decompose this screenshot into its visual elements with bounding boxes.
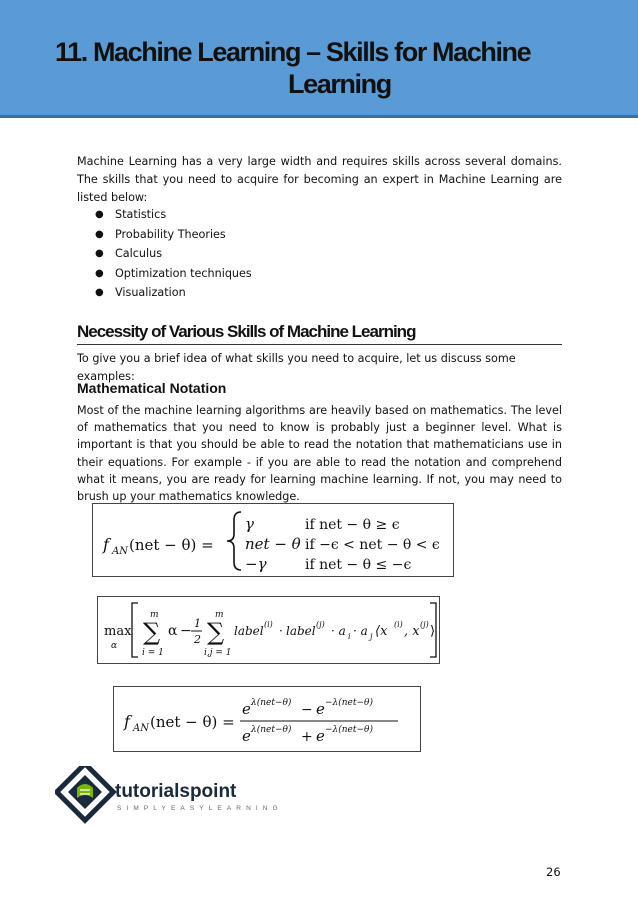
eq3-den-right-exp: −λ(net−θ) bbox=[325, 725, 373, 735]
equation-max-sum bbox=[97, 596, 440, 664]
eq2-sum2-icon: ∑ bbox=[207, 618, 225, 646]
section-intro: To give you a brief idea of what skills you need to acquire, let us discuss some examples: bbox=[77, 352, 516, 383]
eq3-den-left: e bbox=[242, 727, 251, 745]
eq1-case3-condition: if net − θ ≤ −ϵ bbox=[305, 557, 412, 573]
eq2-sub-i: i bbox=[348, 632, 351, 641]
eq3-num-left: e bbox=[242, 700, 251, 718]
eq2-a-i: · a bbox=[331, 624, 346, 638]
eq2-inner-open: ⟨x bbox=[375, 624, 388, 639]
eq1-lhs-arg: (net − θ) = bbox=[129, 536, 214, 554]
list-item: ● Probability Theories bbox=[95, 225, 252, 245]
eq2-sup-i: (i) bbox=[264, 620, 273, 629]
bullet-icon: ● bbox=[95, 228, 104, 240]
eq2-sum2-lower: i,j = 1 bbox=[204, 648, 232, 658]
eq3-lhs-sub: AN bbox=[133, 723, 149, 734]
list-item: ● Visualization bbox=[95, 283, 252, 303]
bullet-icon: ● bbox=[95, 209, 104, 220]
intro-paragraph: Machine Learning has a very large width and requires skills across several domains. The skills that you need to acquire for becoming an expert in Machine Learning are listed below: bbox=[77, 155, 562, 204]
logo-wordmark: tutorialspoint bbox=[115, 781, 237, 802]
eq3-lhs-f: f bbox=[124, 712, 130, 731]
eq2-sum1-upper: m bbox=[150, 610, 159, 620]
eq1-case3-value: −γ bbox=[245, 555, 267, 573]
logo-diamond-icon bbox=[57, 766, 114, 820]
bullet-icon: ● bbox=[95, 248, 104, 260]
eq2-sub-j: j bbox=[370, 632, 373, 641]
equation-exponential bbox=[113, 686, 421, 752]
subsection-heading: Mathematical Notation bbox=[77, 380, 227, 396]
bullet-icon: ● bbox=[95, 287, 104, 299]
eq3-den-left-exp: λ(net−θ) bbox=[251, 725, 292, 735]
eq1-lhs-sub: AN bbox=[112, 546, 128, 557]
eq1-case1-condition: if net − θ ≥ ϵ bbox=[305, 517, 400, 533]
eq2-sum2-upper: m bbox=[215, 610, 224, 620]
eq2-inner-sup-i: (i) bbox=[394, 620, 403, 629]
eq1-case2-condition: if −ϵ < net − θ < ϵ bbox=[305, 537, 440, 553]
eq2-left-bracket-icon bbox=[132, 603, 138, 657]
chapter-title bbox=[55, 36, 595, 100]
eq2-sum1-lower: i = 1 bbox=[142, 648, 164, 658]
bullet-icon: ● bbox=[95, 267, 104, 279]
eq2-max-sub: α bbox=[111, 641, 118, 651]
eq2-alpha: α bbox=[168, 623, 178, 639]
page-number: 26 bbox=[546, 865, 561, 879]
eq3-num-op: − bbox=[301, 702, 313, 718]
eq2-inner-close: ⟩ bbox=[430, 624, 436, 639]
eq1-lhs-f: f bbox=[103, 535, 109, 554]
eq2-sum1-icon: ∑ bbox=[143, 618, 161, 646]
logo-tagline: SIMPLYEASYLEARNING bbox=[117, 805, 283, 812]
eq2-a-j: · a bbox=[353, 624, 368, 638]
math-notation-paragraph: Most of the machine learning algorithms are heavily based on mathematics. The level of mathematics that you need to know is probably just a beginner level. What is important is that you should be able to read the notation that mathematicians use in their equations. For example - if you are able to read the notation and comprehend what it means, you are ready for learning machine learning. If not, you may need to brush up your mathematics knowledge. bbox=[77, 404, 562, 504]
eq3-num-right-exp: −λ(net−θ) bbox=[325, 698, 373, 708]
eq2-label-i: label bbox=[234, 624, 264, 638]
list-item: ● Statistics bbox=[95, 205, 252, 225]
eq1-brace-icon bbox=[227, 512, 241, 570]
tutorialspoint-logo bbox=[55, 766, 285, 830]
eq2-dot: · bbox=[279, 624, 283, 638]
eq2-inner-mid: , x bbox=[404, 624, 420, 639]
eq2-max: max bbox=[104, 624, 132, 639]
eq1-case2-value: net − θ bbox=[245, 535, 301, 553]
eq3-lhs-arg: (net − θ) = bbox=[150, 713, 235, 731]
chapter-header-band bbox=[0, 0, 638, 118]
equation-piecewise bbox=[92, 503, 454, 577]
list-item: ● Optimization techniques bbox=[95, 264, 252, 284]
section-heading: Necessity of Various Skills of Machine Learning bbox=[77, 322, 562, 345]
chapter-title-line1: 11. Machine Learning – Skills for Machine bbox=[55, 37, 531, 67]
eq2-minus: − bbox=[180, 623, 192, 639]
eq2-sup-j: (j) bbox=[316, 620, 325, 629]
eq3-den-op: + bbox=[301, 729, 313, 745]
list-item: ● Calculus bbox=[95, 244, 252, 264]
eq2-frac-den: 2 bbox=[194, 633, 201, 646]
eq3-num-right: e bbox=[316, 700, 325, 718]
eq3-num-left-exp: λ(net−θ) bbox=[251, 698, 292, 708]
eq1-case1-value: γ bbox=[245, 515, 254, 533]
chapter-title-line2: Learning bbox=[288, 69, 391, 99]
eq2-inner-sup-j: (j) bbox=[420, 620, 429, 629]
eq2-frac-num: 1 bbox=[194, 617, 201, 630]
skills-list bbox=[95, 205, 252, 303]
eq3-den-right: e bbox=[316, 727, 325, 745]
eq2-label-j: label bbox=[286, 624, 316, 638]
